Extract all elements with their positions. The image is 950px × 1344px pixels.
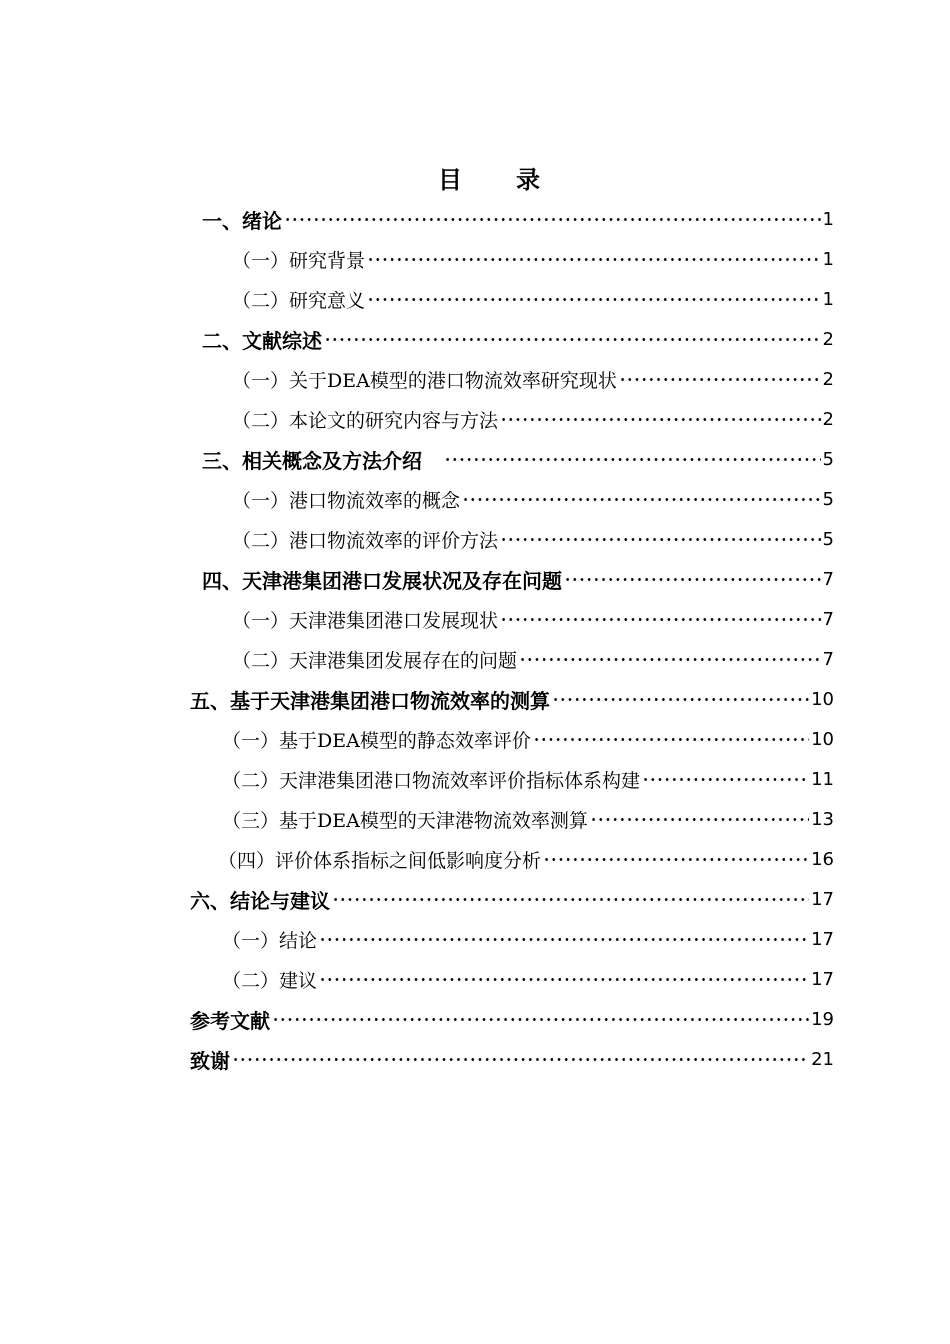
toc-entry-label: （二）本论文的研究内容与方法 [232, 409, 499, 432]
toc-entry-page-number: 10 [811, 688, 834, 710]
toc-entry-label: （一）研究背景 [232, 249, 366, 272]
toc-entry-section-3-2[interactable] [232, 519, 834, 559]
toc-entry-section-4-1[interactable] [232, 599, 834, 639]
toc-entry-label: 六、结论与建议 [190, 888, 330, 913]
dot-leader [619, 366, 821, 386]
toc-entry-page-number: 7 [822, 648, 834, 670]
dot-leader [319, 926, 809, 946]
toc-entry-page-number: 5 [822, 488, 834, 510]
dot-leader [500, 606, 821, 626]
dot-leader [319, 966, 809, 986]
toc-entry-section-4-2[interactable] [232, 639, 834, 679]
dot-leader [324, 326, 821, 346]
toc-entry-label: 一、绪论 [202, 208, 282, 233]
dot-leader [272, 1006, 809, 1026]
toc-entry-label: （二）建议 [222, 969, 318, 992]
toc-entry-page-number: 16 [811, 848, 834, 870]
toc-entry-section-5-1[interactable] [222, 719, 834, 759]
dot-leader [232, 1046, 809, 1066]
toc-entry-page-number: 17 [811, 968, 834, 990]
dot-leader [284, 206, 821, 226]
toc-entry-page-number: 2 [822, 408, 834, 430]
toc-entry-label: （二）天津港集团港口物流效率评价指标体系构建 [222, 769, 641, 792]
toc-entry-acknowledgements[interactable] [190, 1039, 834, 1079]
toc-entry-chapter-6[interactable] [190, 879, 834, 919]
dot-leader [564, 566, 821, 586]
toc-entry-references[interactable] [190, 999, 834, 1039]
toc-entry-section-1-2[interactable] [232, 279, 834, 319]
toc-entry-page-number: 7 [822, 608, 834, 630]
dot-leader [367, 286, 821, 306]
dot-leader [533, 726, 809, 746]
toc-entry-label: （一）港口物流效率的概念 [232, 489, 461, 512]
toc-entry-page-number: 2 [822, 328, 834, 350]
toc-entry-page-number: 5 [822, 528, 834, 550]
dot-leader [332, 886, 809, 906]
toc-entry-label: 参考文献 [190, 1008, 270, 1033]
toc-entry-label: （二）港口物流效率的评价方法 [232, 529, 499, 552]
dot-leader [462, 486, 821, 506]
toc-entry-page-number: 11 [811, 768, 834, 790]
toc-entry-section-6-2[interactable] [222, 959, 834, 999]
toc-entry-label: （二）研究意义 [232, 289, 366, 312]
toc-entry-page-number: 17 [811, 888, 834, 910]
dot-leader [642, 766, 809, 786]
toc-title [0, 160, 950, 195]
toc-entry-label: （四）评价体系指标之间低影响度分析 [218, 849, 542, 872]
toc-entry-page-number: 21 [811, 1048, 834, 1070]
dot-leader [590, 806, 809, 826]
toc-entry-label: 二、文献综述 [202, 328, 322, 353]
toc-entry-label: （二）天津港集团发展存在的问题 [232, 649, 518, 672]
toc-entry-label: （一）基于DEA模型的静态效率评价 [222, 729, 531, 752]
toc-entry-page-number: 1 [822, 248, 834, 270]
toc-entry-section-2-2[interactable] [232, 399, 834, 439]
dot-leader [543, 846, 809, 866]
toc-entry-page-number: 19 [811, 1008, 834, 1030]
toc-title-char-1: 目 [438, 166, 464, 194]
toc-title-char-2: 录 [516, 166, 542, 194]
toc-entry-section-1-1[interactable] [232, 239, 834, 279]
toc-entry-section-6-1[interactable] [222, 919, 834, 959]
toc-entry-section-3-1[interactable] [232, 479, 834, 519]
toc-entry-page-number: 17 [811, 928, 834, 950]
toc-entry-section-5-4[interactable] [218, 839, 834, 879]
toc-entry-page-number: 5 [822, 448, 834, 470]
toc-entry-page-number: 10 [811, 728, 834, 750]
dot-leader [552, 686, 809, 706]
toc-entry-chapter-3[interactable] [202, 439, 834, 479]
toc-entry-label: （三）基于DEA模型的天津港物流效率测算 [222, 809, 588, 832]
dot-leader [519, 646, 821, 666]
dot-leader [500, 406, 821, 426]
toc-entry-section-5-3[interactable] [222, 799, 834, 839]
toc-entry-label: （一）结论 [222, 929, 318, 952]
toc-entry-label: 五、基于天津港集团港口物流效率的测算 [190, 688, 550, 713]
toc-entry-label: （一）关于DEA模型的港口物流效率研究现状 [232, 369, 617, 392]
toc-entry-label: 三、相关概念及方法介绍 [202, 448, 422, 473]
dot-leader [500, 526, 821, 546]
dot-leader [444, 446, 821, 466]
toc-entry-label: 四、天津港集团港口发展状况及存在问题 [202, 568, 562, 593]
toc-entry-page-number: 1 [822, 288, 834, 310]
toc-entry-page-number: 13 [811, 808, 834, 830]
toc-entry-section-5-2[interactable] [222, 759, 834, 799]
toc-entry-label: 致谢 [190, 1048, 230, 1073]
toc-entry-chapter-1[interactable] [202, 199, 834, 239]
toc-entry-chapter-2[interactable] [202, 319, 834, 359]
toc-entry-label: （一）天津港集团港口发展现状 [232, 609, 499, 632]
toc-entry-section-2-1[interactable] [232, 359, 834, 399]
toc-entry-page-number: 1 [822, 208, 834, 230]
toc-entry-chapter-5[interactable] [190, 679, 834, 719]
toc-entry-chapter-4[interactable] [202, 559, 834, 599]
dot-leader [367, 246, 821, 266]
toc-entry-page-number: 2 [822, 368, 834, 390]
toc-entry-page-number: 7 [822, 568, 834, 590]
